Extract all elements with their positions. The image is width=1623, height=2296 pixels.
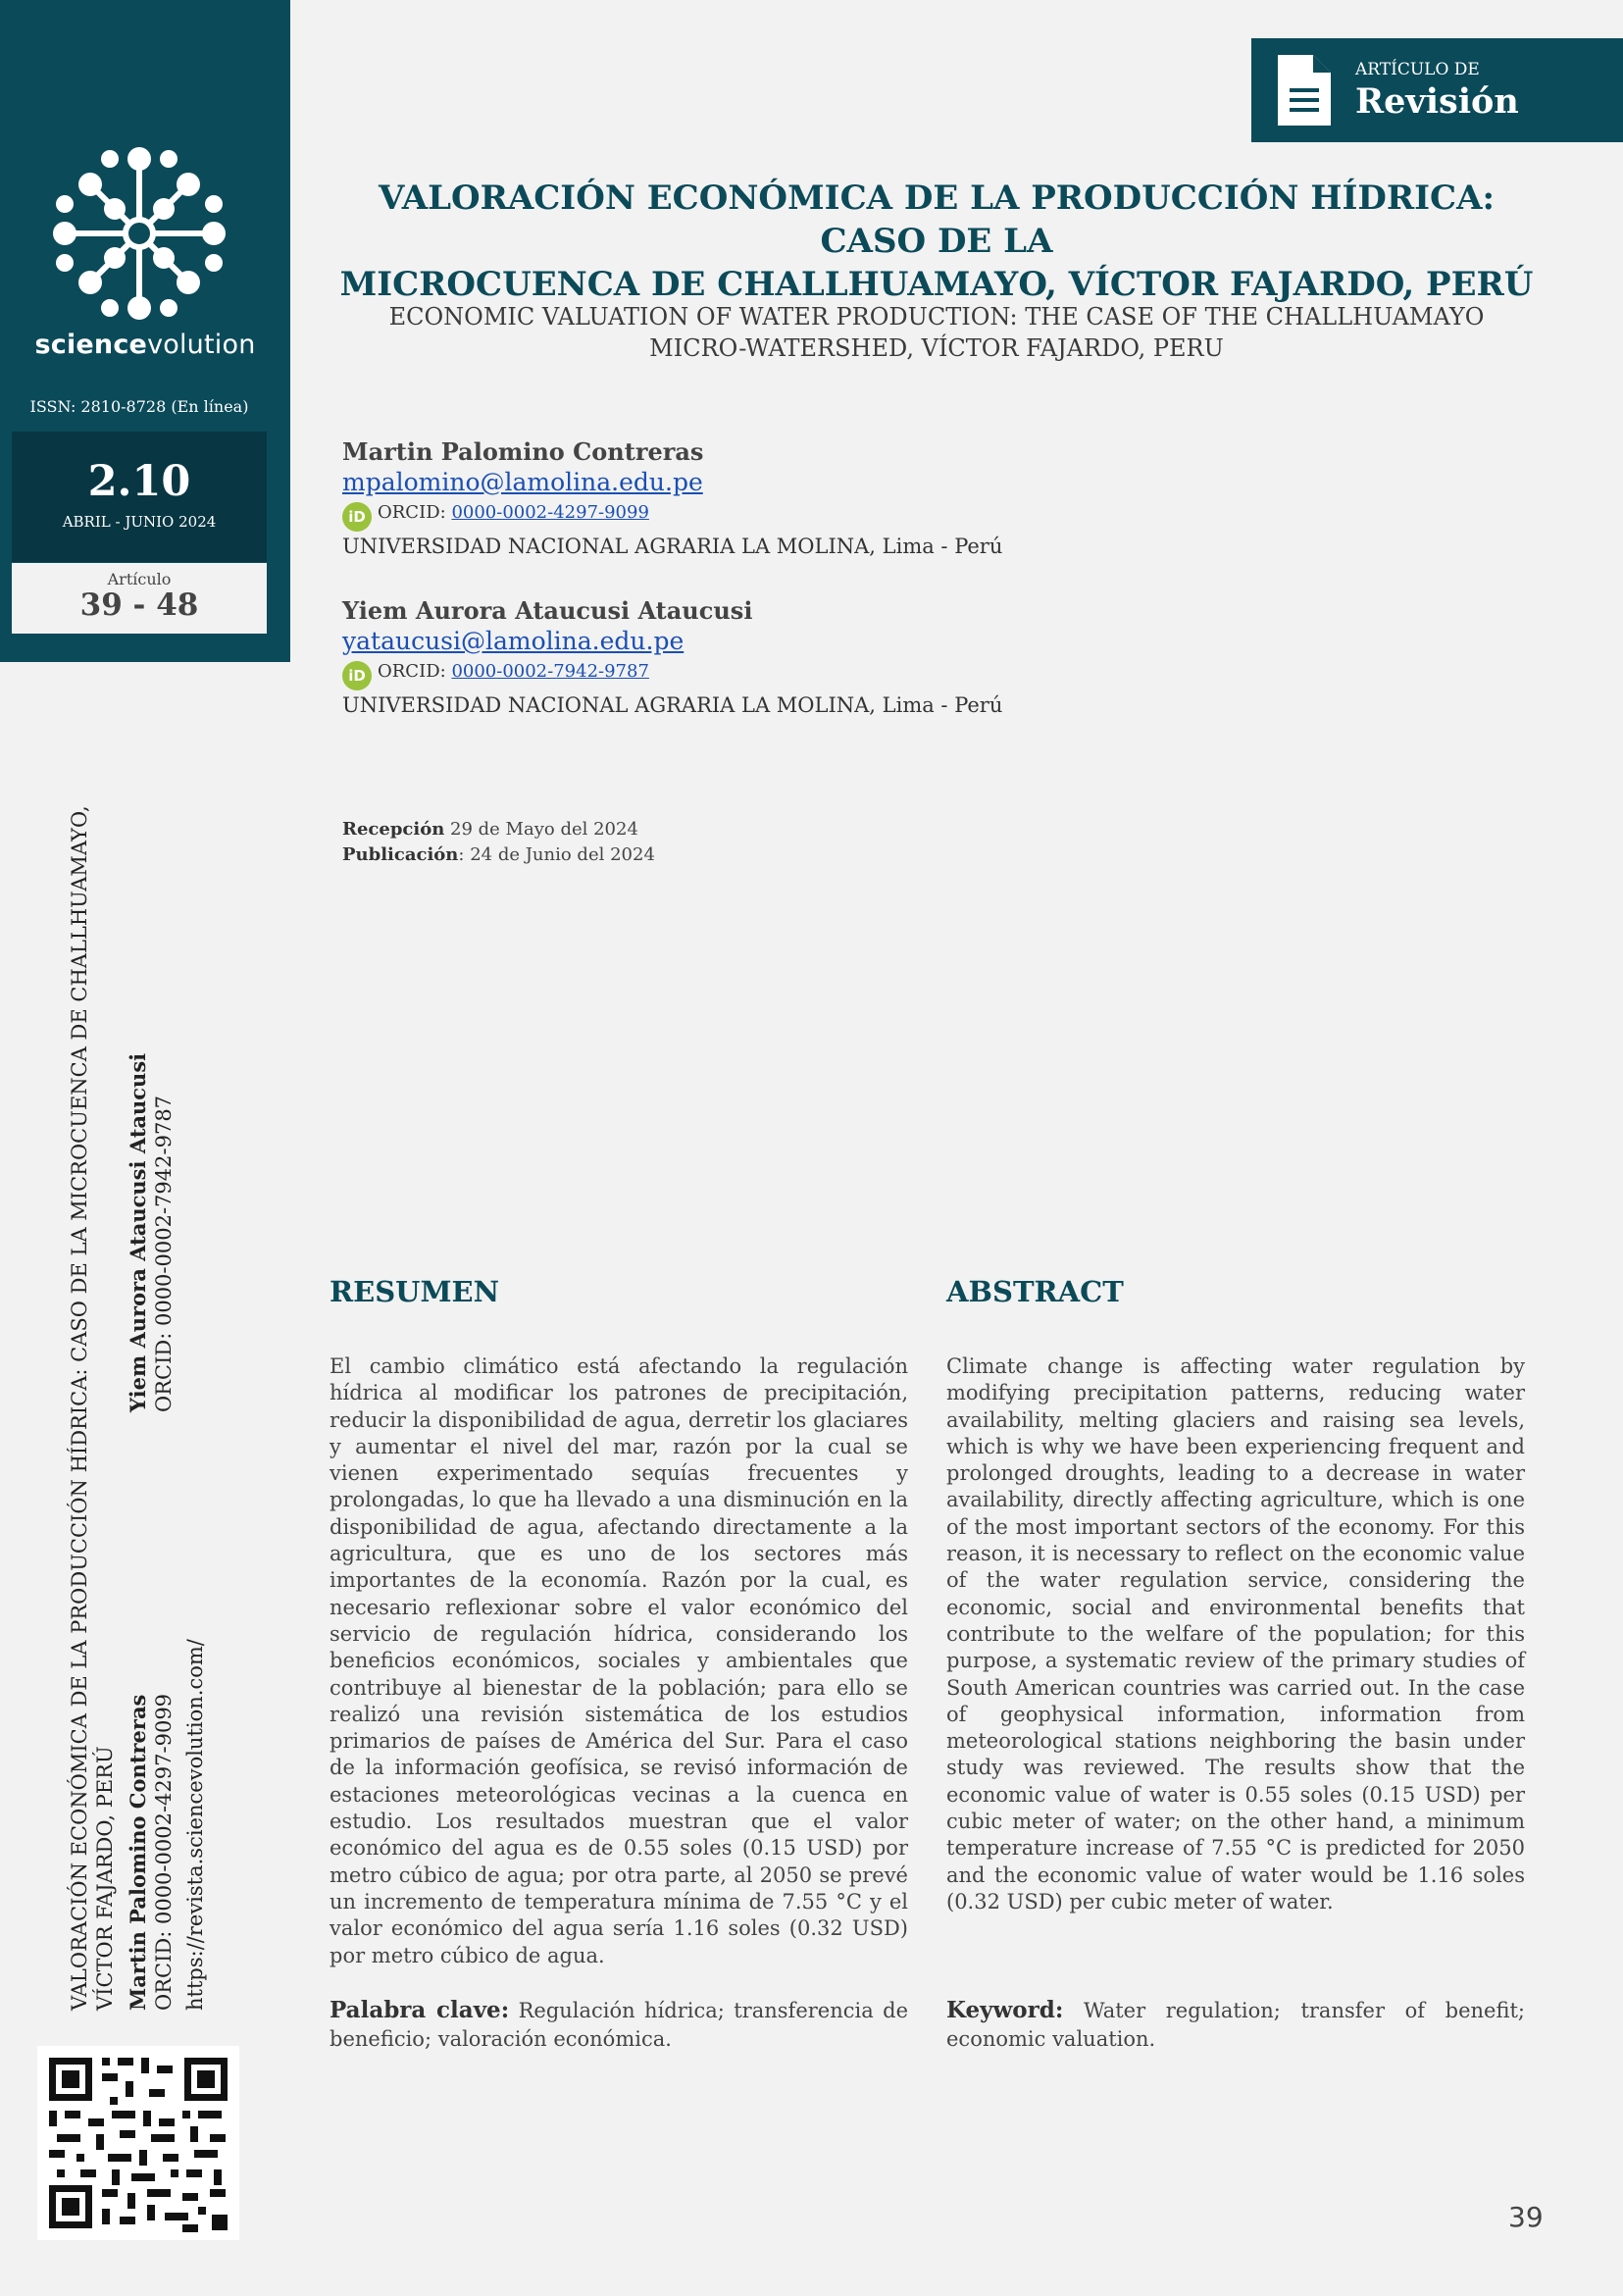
publication-dates bbox=[342, 817, 655, 868]
abstract-section bbox=[946, 1275, 1525, 1915]
qr-code-icon[interactable] bbox=[37, 2046, 239, 2240]
published-date: Publicación: 24 de Junio del 2024 bbox=[342, 844, 655, 865]
resumen-heading: RESUMEN bbox=[330, 1275, 500, 1308]
title-spanish: VALORACIÓN ECONÓMICA DE LA PRODUCCIÓN HÍDRICA: CASO DE LA MICROCUENCA DE CHALLHUAMAYO, VÍCTOR FAJARDO, PERÚ bbox=[339, 179, 1534, 304]
vertical-title: VALORACIÓN ECONÓMICA DE LA PRODUCCIÓN HÍDRICA: CASO DE LA MICROCUENCA DE CHALLHUAMAYO, VÍCTOR FAJARDO, PERÚ bbox=[68, 805, 117, 2011]
volume-number: 2.10 bbox=[87, 457, 191, 506]
article-type-small: ARTÍCULO DE bbox=[1355, 60, 1480, 79]
author-affiliation: UNIVERSIDAD NACIONAL AGRARIA LA MOLINA, Lima - Perú bbox=[342, 535, 1003, 558]
issn-label: ISSN: 2810-8728 (En línea) bbox=[29, 397, 249, 416]
orcid-row: iD ORCID: 0000-0002-7942-9787 bbox=[342, 656, 1323, 690]
vertical-author-2: Yiem Aurora Ataucusi Ataucusi ORCID: 0000-0002-7942-9787 bbox=[126, 1052, 176, 1412]
title-english: ECONOMIC VALUATION OF WATER PRODUCTION: THE CASE OF THE CHALLHUAMAYO MICRO-WATERSHED, VÍCTOR FAJARDO, PERU bbox=[388, 303, 1485, 362]
author-block-1 bbox=[342, 436, 1323, 562]
orcid-link[interactable]: 0000-0002-7942-9787 bbox=[451, 661, 649, 682]
author-email-link[interactable]: yataucusi@lamolina.edu.pe bbox=[342, 627, 685, 655]
page-number: 39 bbox=[1508, 2201, 1544, 2233]
pages-range: 39 - 48 bbox=[79, 587, 199, 623]
abstract-body: Climate change is affecting water regulation by modifying precipitation patterns, reducing water availability, melting glaciers and raising sea levels, which is why we have been experiencing frequent and prolonged droughts, leading to a decrease in water availability, directly affecting agriculture, which is one of the most important sectors of the economy. For this reason, it is necessary to reflect on the economic value of the water regulation service, considering the economic, social and environmental benefits that contribute to the welfare of the population; for this purpose, a systematic review of the primary studies of South American countries was carried out. In the case of geophysical information, information from meteorological stations neighboring the basin under study was reviewed. The results show that the economic value of water is 0.55 soles (0.15 USD) per cubic meter of water; on the other hand, a minimum temperature increase of 7.55 °C is predicted for 2050 and the economic value of water would be 1.16 soles (0.32 USD) per cubic meter of water. bbox=[946, 1354, 1525, 1913]
author-email-link[interactable]: mpalomino@lamolina.edu.pe bbox=[342, 468, 703, 496]
author-affiliation: UNIVERSIDAD NACIONAL AGRARIA LA MOLINA, Lima - Perú bbox=[342, 693, 1003, 717]
keywords-es: Palabra clave: Regulación hídrica; transferencia de beneficio; valoración económica. bbox=[330, 1997, 908, 2051]
orcid-icon: iD bbox=[342, 502, 372, 532]
author-name: Yiem Aurora Ataucusi Ataucusi bbox=[342, 596, 753, 625]
orcid-icon: iD bbox=[342, 661, 372, 690]
keywords-en: Keyword: Water regulation; transfer of benefit; economic valuation. bbox=[946, 1997, 1525, 2051]
journal-brand: sciencevolution bbox=[34, 330, 256, 360]
article-type-big: Revisión bbox=[1355, 81, 1519, 122]
article-type-tab bbox=[1251, 38, 1623, 142]
issue-period: ABRIL - JUNIO 2024 bbox=[62, 513, 217, 531]
document-icon bbox=[1278, 55, 1331, 126]
journal-logo-icon bbox=[51, 145, 228, 322]
resumen-body: El cambio climático está afectando la regulación hídrica al modificar los patrones de precipitación, reducir la disponibilidad de agua, derretir los glaciares y aumentar el nivel del mar, razón por la cual se vienen experimentado sequías frecuentes y prolongadas, lo que ha llevado a una disminución en la disponibilidad de agua, afectando directamente a la agricultura, que es uno de los sectores más importantes de la economía. Razón por la cual, es necesario reflexionar sobre el valor económico del servicio de regulación hídrica, considerando los beneficios económicos, sociales y ambientales que contribuye al bienestar de la población; para ello se realizó una revisión sistemática de los estudios primarios de países de América del Sur. Para el caso de la información geofísica, se revisó información de estaciones meteorológicas vecinas a la cuenca en estudio. Los resultados muestran que el valor económico del agua es de 0.55 soles (0.15 USD) por metro cúbico de agua; por otra parte, al 2050 se prevé un incremento de temperatura mínima de 7.55 °C y el valor económico del agua sería 1.16 soles (0.32 USD) por metro cúbico de agua. bbox=[330, 1354, 908, 1967]
pages-label: Artículo bbox=[107, 570, 172, 588]
orcid-link[interactable]: 0000-0002-4297-9099 bbox=[451, 502, 649, 523]
author-name: Martin Palomino Contreras bbox=[342, 437, 704, 466]
vertical-author-1: Martin Palomino Contreras ORCID: 0000-0002-4297-9099 bbox=[126, 1693, 176, 2011]
author-block-2 bbox=[342, 595, 1323, 721]
received-date: Recepción 29 de Mayo del 2024 bbox=[342, 819, 638, 840]
journal-url[interactable]: https://revista.sciencevolution.com/ bbox=[183, 1639, 207, 2011]
resumen-section bbox=[330, 1275, 908, 1969]
vertical-citation bbox=[67, 794, 282, 2011]
abstract-heading: ABSTRACT bbox=[946, 1275, 1124, 1308]
orcid-row: iD ORCID: 0000-0002-4297-9099 bbox=[342, 497, 1323, 532]
